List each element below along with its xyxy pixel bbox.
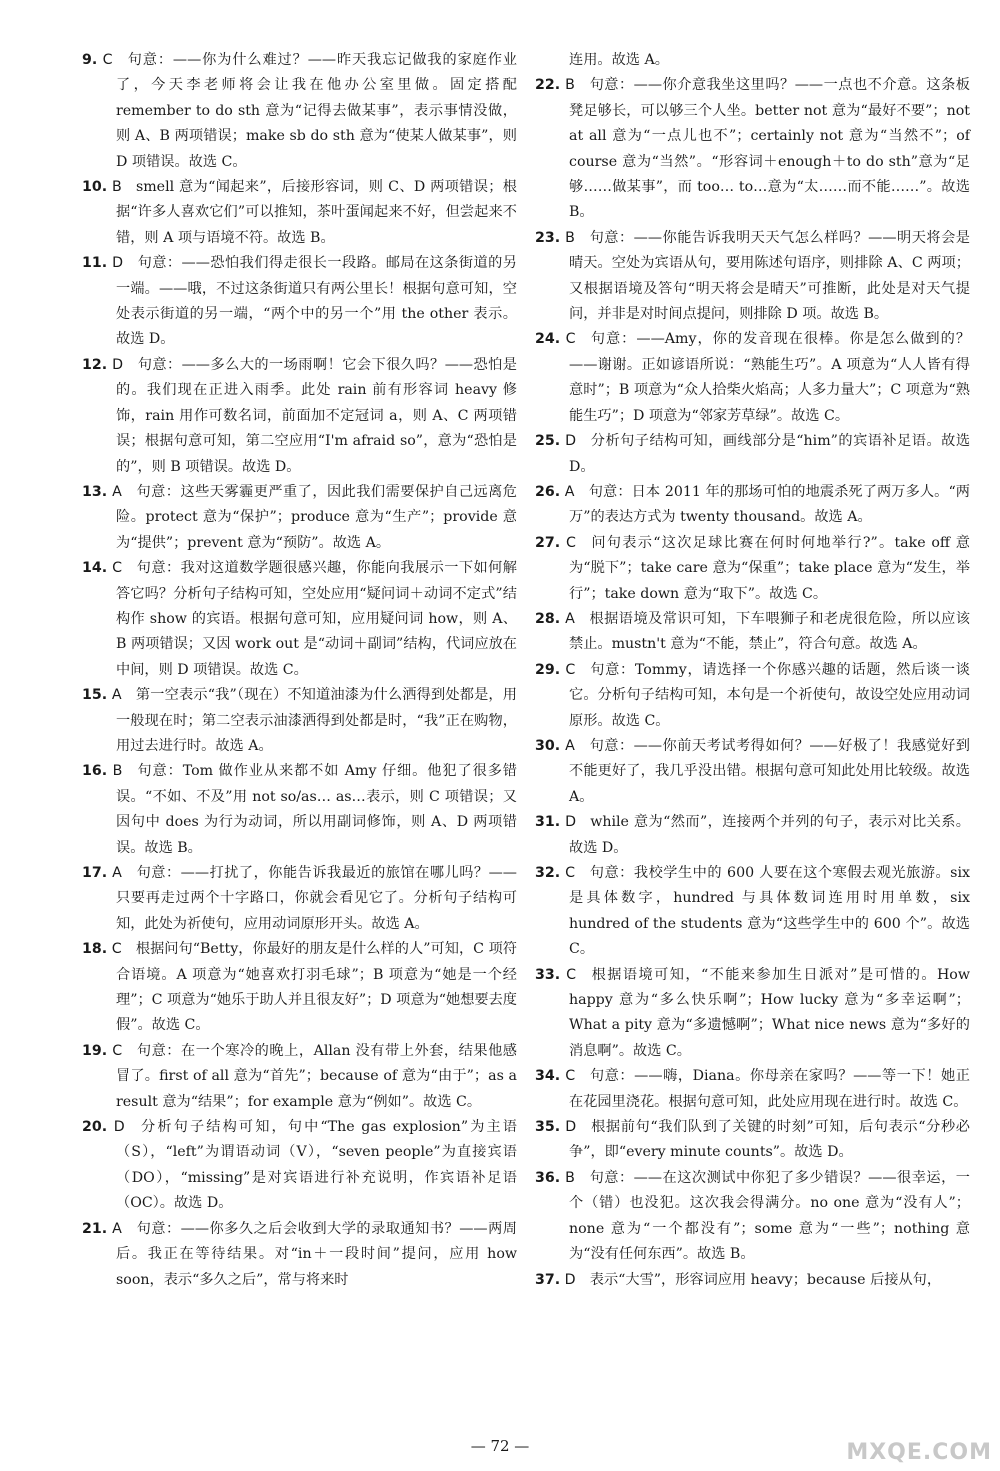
answer-letter: B [565,229,575,246]
answer-item [535,861,970,963]
explanation-text: smell 意为“闻起来”，后接形容词，则 C、D 两项错误；根据“许多人喜欢它们”可以推知，茶叶蛋闻起来不好，但尝起来不错，则 A 项与语境不符。故选 B。 [116,179,517,246]
answer-item [535,963,970,1065]
explanation-text: 第一空表示“我”（现在）不知道油漆为什么洒得到处都是，用一般现在时；第二空表示油漆洒得到处都是时，“我”正在购物，用过去进行时。故选 A。 [116,687,517,754]
answer-letter: B [112,763,123,780]
answer-item [535,1268,970,1293]
explanation-text: 句意：Tommy，请选择一个你感兴趣的话题，然后谈一谈它。分析句子结构可知，本句是一个祈使句，故设空处应用动词原形。故选 C。 [569,661,970,729]
answer-item [82,937,517,1039]
explanation-text: 句意：——恐怕我们得走很长一段路。邮局在这条街道的另一端。——哦，不过这条街道只有两公里长！根据句意可知，空处表示街道的另一端，“两个中的另一个”用 the other 表示。故选 D。 [116,255,517,348]
question-number: 35. [535,1119,561,1136]
answer-letter: D [112,356,124,373]
explanation-text: 句意：——打扰了，你能告诉我最近的旅馆在哪儿吗？——只要再走过两个十字路口，你就会看见它了。分析句子结构可知，此处为祈使句，应用动词原形开头。故选 A。 [116,865,517,932]
question-number: 9. [82,52,98,68]
question-number: 25. [535,433,561,450]
answer-item [535,48,970,73]
answer-letter: D [565,433,577,450]
answer-item [82,861,517,937]
answer-letter: A [112,1220,122,1237]
answer-item [82,175,517,251]
explanation-text: 根据语境及常识可知，下车喂狮子和老虎很危险，所以应该禁止。mustn't 意为“不能，禁止”，符合句意。故选 A。 [569,610,970,653]
answer-item [82,1115,517,1217]
explanation-text: 分析句子结构可知，画线部分是“him”的宾语补足语。故选 D。 [569,433,971,475]
answer-item [82,759,517,861]
answer-item [82,683,517,759]
answer-item [535,531,970,607]
answer-letter: C [565,534,576,551]
question-number: 34. [535,1068,561,1085]
question-number: 19. [82,1042,108,1059]
answer-letter: A [564,483,575,500]
question-number: 12. [82,356,108,373]
answer-letter: A [565,737,575,754]
answer-item [82,1039,517,1115]
question-number: 29. [535,661,561,678]
answer-letter: B [565,1169,575,1186]
question-number: 13. [82,483,108,500]
answer-letter: A [565,610,575,627]
right-column [535,48,970,1293]
question-number: 27. [535,534,561,551]
question-number: 16. [82,763,108,780]
answer-item [535,810,970,861]
answer-item [535,327,970,429]
answer-letter: C [565,661,576,678]
answer-letter: C [112,560,123,577]
question-number: 18. [82,941,108,958]
explanation-text: 表示“大雪”，形容词应用 heavy；because 后接从句， [589,1271,942,1288]
answer-item [535,1064,970,1115]
answer-item [82,251,517,353]
left-column [82,48,517,1293]
answer-letter: A [112,865,122,881]
answer-item [82,480,517,556]
explanation-text: 句意：——在这次测试中你犯了多少错误？——很幸运，一个（错）也没犯。这次我会得满分。no one 意为“没有人”；none 意为“一个都没有”；some 意为“一些”；nothing 意为“没有任何东西”。故选 B。 [569,1169,970,1263]
explanation-text: 句意：——你介意我坐这里吗？——一点也不介意。这条板凳足够长，可以够三个人坐。better not 意为“最好不要”；not at all 意为“一点儿也不”；certainly not 意为“当然不”；of course 意为“当然”。“形容词＋enough＋to do sth”意为“足够……做某事”，而 too… to…意为“太……而不能……”。故选 B。 [569,77,970,221]
question-number: 31. [535,814,561,831]
explanation-text: 句意：——你能告诉我明天天气怎么样吗？——明天将会是晴天。空处为宾语从句，要用陈述句语序，则排除 A、C 两项；又根据语境及答句“明天将会是晴天”可推断，此处是对天气提问，并非是对时间点提问，则排除 D 项。故选 B。 [569,229,970,323]
question-number: 17. [82,865,108,881]
answer-item [82,48,517,175]
answer-letter: A [112,483,122,500]
answer-letter: C [565,1068,576,1085]
question-number: 21. [82,1220,108,1237]
explanation-text: 根据问句“Betty，你最好的朋友是什么样的人”可知，C 项符合语境。A 项意为“她喜欢打羽毛球”；B 项意为“她是一个经理”；C 项意为“她乐于助人并且很友好”；D 项意为“她想要去度假”。故选 C。 [116,941,517,1034]
explanation-text: 句意：这些天雾霾更严重了，因此我们需要保护自己远离危险。protect 意为“保护”；produce 意为“生产”；provide 意为“提供”；prevent 意为“预防”。故选 A。 [116,483,517,551]
question-number: 28. [535,610,561,627]
answer-letter: C [111,941,122,958]
answer-item [535,226,970,328]
answer-item [535,1166,970,1268]
explanation-text: while 意为“然而”，连接两个并列的句子，表示对比关系。故选 D。 [569,814,970,856]
answer-letter: D [113,1119,125,1136]
explanation-text: 句意：我校学生中的 600 人要在这个寒假去观光旅游。six 是具体数字，hundred 与具体数词连用时用单数，six hundred of the students 意为“这些学生中的 600 个”。故选 C。 [569,865,971,958]
question-number: 20. [82,1119,108,1136]
answer-letter: D [565,1119,577,1136]
explanation-text: 句意：在一个寒冷的晚上，Allan 没有带上外套，结果他感冒了。first of all 意为“首先”；because of 意为“由于”；as a result 意为“结果”；for example 意为“例如”。故选 C。 [116,1042,517,1110]
answer-letter: B [112,179,122,196]
question-number: 11. [82,255,108,272]
answer-letter: D [565,814,577,831]
explanation-text: 句意：——你前天考试考得如何？——好极了！我感觉好到不能更好了，我几乎没出错。根据句意可知此处用比较级。故选 A。 [569,737,970,805]
explanation-text: 根据前句“我们队到了关键的时刻”可知，后句表示“分秒必争”，即“every minute counts”。故选 D。 [569,1119,970,1161]
question-number: 14. [82,560,108,577]
answer-letter: C [565,865,576,881]
explanation-text: 连用。故选 A。 [569,52,669,68]
explanation-text: 句意：——嗨，Diana。你母亲在家吗？——等一下！她正在花园里浇花。根据句意可知，此处应用现在进行时。故选 C。 [569,1068,970,1110]
question-number: 24. [535,331,561,348]
question-number: 15. [82,687,108,704]
question-number: 33. [535,966,561,983]
question-number: 10. [82,179,108,196]
question-number: 22. [535,77,561,94]
answer-item [535,1115,970,1166]
answer-item [82,353,517,480]
explanation-text: 句意：我对这道数学题很感兴趣，你能向我展示一下如何解答它吗？分析句子结构可知，空处应用“疑问词＋动词不定式”结构作 show 的宾语。根据句意可知，应用疑问词 how，则 A、B 两项错误；又因 work out 是“动词＋副词”结构，代词应放在中间，则 D 项错误。故选 C。 [116,560,517,678]
question-number: 32. [535,865,561,881]
answer-item [535,607,970,658]
question-number: 37. [535,1271,561,1288]
answer-item [82,556,517,683]
site-watermark: MXQE.COM [846,1440,992,1465]
question-number: 23. [535,229,561,246]
answer-item [535,734,970,810]
explanation-text: 分析句子结构可知，句中“The gas explosion”为主语（S），“left”为谓语动词（V），“seven people”为直接宾语（DO），“missing”是对宾语进行补充说明，作宾语补足语（OC）。故选 D。 [116,1119,517,1212]
answer-letter: C [566,966,577,983]
explanation-text: 句意：——多么大的一场雨啊！它会下很久吗？——恐怕是的。我们现在正进入雨季。此处 rain 前有形容词 heavy 修饰，rain 用作可数名词，前面加不定冠词 a，则 A、C 两项错误；根据句意可知，第二空应用“I'm afraid so”，意为“恐怕是的”，则 B 项错误。故选 D。 [116,356,517,475]
page-number: — 72 — [470,1437,530,1455]
explanation-text: 问句表示“这次足球比赛在何时何地举行?”。take off 意为“脱下”；take care 意为“保重”；take place 意为“发生，举行”；take down 意为“取下”。故选 C。 [569,534,970,602]
answer-item [535,480,970,531]
question-number: 30. [535,737,561,754]
answer-item [535,658,970,734]
explanation-text: 句意：——你多久之后会收到大学的录取通知书？——两周后。我正在等待结果。对“in＋一段时间”提问，应用 how soon，表示“多久之后”，常与将来时 [116,1220,517,1288]
answer-letter: A [111,687,122,704]
answer-letter: D [112,255,124,272]
answer-letter: C [565,331,576,348]
answer-letter: C [112,1042,123,1059]
answer-item [535,429,970,480]
explanation-text: 句意：Tom 做作业从来都不如 Amy 仔细。他犯了很多错误。“不如、不及”用 not so/as… as…表示，则 C 项错误；又因句中 does 为行为动词，所以用副词修饰，则 A、D 两项错误。故选 B。 [116,763,517,856]
explanation-text: 句意：——你为什么难过？——昨天我忘记做我的家庭作业了，今天李老师将会让我在他办公室里做。固定搭配 remember to do sth 意为“记得去做某事”，表示事情没做，则 A、B 两项错误；make sb do sth 意为“使某人做某事”，则 D 项错误。故选 C。 [116,52,517,170]
explanation-text: 句意：日本 2011 年的那场可怕的地震杀死了两万多人。“两万”的表达方式为 twenty thousand。故选 A。 [569,483,970,526]
answer-letter: C [102,52,113,68]
answer-item [82,1217,517,1293]
explanation-text: 句意：——Amy，你的发音现在很棒。你是怎么做到的？——谢谢。正如谚语所说：“熟能生巧”。A 项意为“人人皆有得意时”；B 项意为“众人拾柴火焰高；人多力量大”；C 项意为“熟能生巧”；D 项意为“邻家芳草绿”。故选 C。 [569,331,971,424]
question-number: 26. [535,483,561,500]
explanation-text: 根据语境可知，“不能来参加生日派对”是可惜的。How happy 意为“多么快乐啊”；How lucky 意为“多幸运啊”；What a pity 意为“多遗憾啊”；What nice news 意为“多好的消息啊”。故选 C。 [569,966,970,1059]
answer-letter: D [564,1271,576,1288]
answer-item [535,73,970,225]
answer-letter: B [565,77,575,94]
question-number: 36. [535,1169,561,1186]
